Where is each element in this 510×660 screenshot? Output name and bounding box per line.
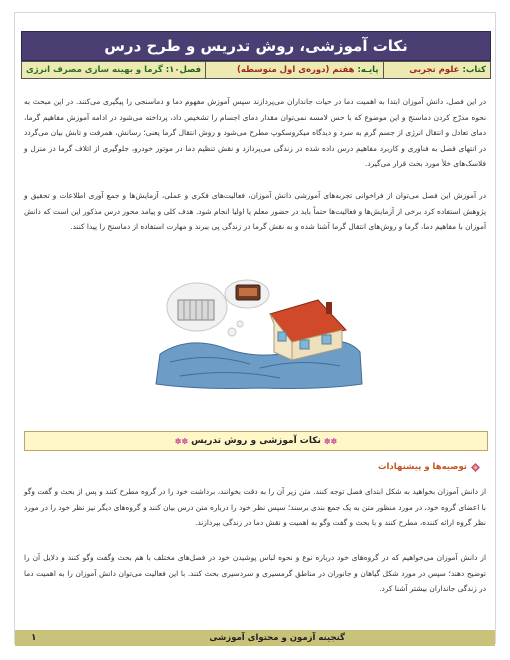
chapter-key: فصل۱۰:: [165, 65, 202, 75]
radiator-icon: [178, 300, 214, 320]
teaching-paragraph: در آموزش این فصل می‌توان از فراخوانی تجربه‌های آموزشی دانش آموزان، فعالیت‌های فکری و عملی، آزمایش‌ها و جمع آوری اطلاعات و تحقیق و پژوهش استفاده کرد برخی از آزمایش‌ها و فعالیت‌ها حتماً باید در حضور معلم یا اولیا انجام شود. هدف کلی و پیامد محور درس مذکور این است که دانش آموزان با مفاهیم دما، گرما و روش‌های انتقال گرما آشنا شده و به نقش گرما در زندگی پی ببرند و مهارت استفاده از دماسنج را پیدا کنند.: [24, 191, 486, 231]
footer-bar: [15, 630, 495, 646]
section-title: نکات آموزشی و روش تدریس: [191, 436, 321, 446]
heater-icon: [236, 285, 260, 300]
chapter-cell: [22, 62, 205, 78]
sub-heading-label: توصیه‌ها و پیشنهادات: [377, 462, 467, 472]
intro-paragraph: در این فصل، دانش آموزان ابتدا به اهمیت دما در حیات جانداران می‌پردازند سپس آموزش مفهوم دما و دماسنجی را پیگیری می‌کنند. در این مبحث به نحوه مدرّج کردن دماسنج و این موضوع که با حس لامسه نمی‌توان مقدار دمای اجسام را تشخیص داد، پرداخته می‌شود در ادامه آموزش مفاهیم گرما، دمای تعادل و انتقال انرژی از جسم گرم به سرد و دیدگاه میکروسکوپ مطرح می‌شود و روش انتقال گرما یعنی؛ رسانش، همرفت و تابش بیان می‌گردد در انتهای فصل به فناوری و کاربرد مفاهیم درس داده شده در زندگی می‌پردازد و نقش تنظیم دما در موتور خودرو، جلوگیری از اتلاف گرما در منزل و فلاسک‌های خلأ مورد بحث قرار می‌گیرد.: [24, 97, 486, 168]
grade-value: هفتم (دوره‌ی اول متوسطه): [236, 65, 355, 75]
section-star-left: ✽✽: [174, 436, 189, 446]
grade-key: پایـه:: [357, 65, 379, 75]
recommendation-paragraph-1: از دانش آموزان بخواهید به شکل ابتدای فصل توجه کنند. متن زیر آن را به دقت بخوانند، برداشت خود را در گروه مطرح کنند و پس از بحث و گفت وگو با اعضای گروه خود، در مورد منظور متن به یک جمع بندی برسند؛ سپس نظر خود را درباره متن درس بیان کنند و گروه‌های دیگر نیز نظر خود را در مورد نظر گروه ارائه کننده، مطرح کنند و با بحث و گفت وگو به اهمیت و نقش دما در زندگی بپردازند.: [24, 487, 486, 527]
chapter-value: گرما و بهینه سازی مصرف انرژی: [26, 65, 163, 75]
page-number: ۱: [31, 633, 37, 643]
book-value: علوم تجربی: [409, 65, 460, 75]
book-cell: [383, 62, 490, 78]
diamond-bullet-icon: [471, 463, 480, 472]
recommendation-paragraph-2: از دانش آموزان می‌خواهیم که در گروه‌های خود درباره نوع و نحوه لباس پوشیدن خود در فصل‌های مختلف با هم بحث وگفت وگو کنند و دلایل آن را توضیح دهند؛ سپس در مورد شکل گیاهان و جانوران در مناطق گرمسیری و سردسیری بحث کنند. با این فعالیت می‌توان دانش آموزان را به اهمیت دما در زندگی جانداران بیشتر آشنا کرد.: [24, 553, 486, 593]
section-title-box: [24, 431, 488, 451]
info-row: [21, 61, 491, 79]
book-key: کتاب:: [462, 65, 486, 75]
footer-text: گنجینه آزمون و محتوای آموزشی: [209, 633, 345, 643]
section-star-right: ✽✽: [323, 436, 338, 446]
grade-cell: [205, 62, 382, 78]
house-scarf-illustration: [150, 272, 365, 390]
sub-heading: [378, 462, 480, 472]
page-title: نکات آموزشی، روش تدریس و طرح درس: [21, 31, 491, 61]
